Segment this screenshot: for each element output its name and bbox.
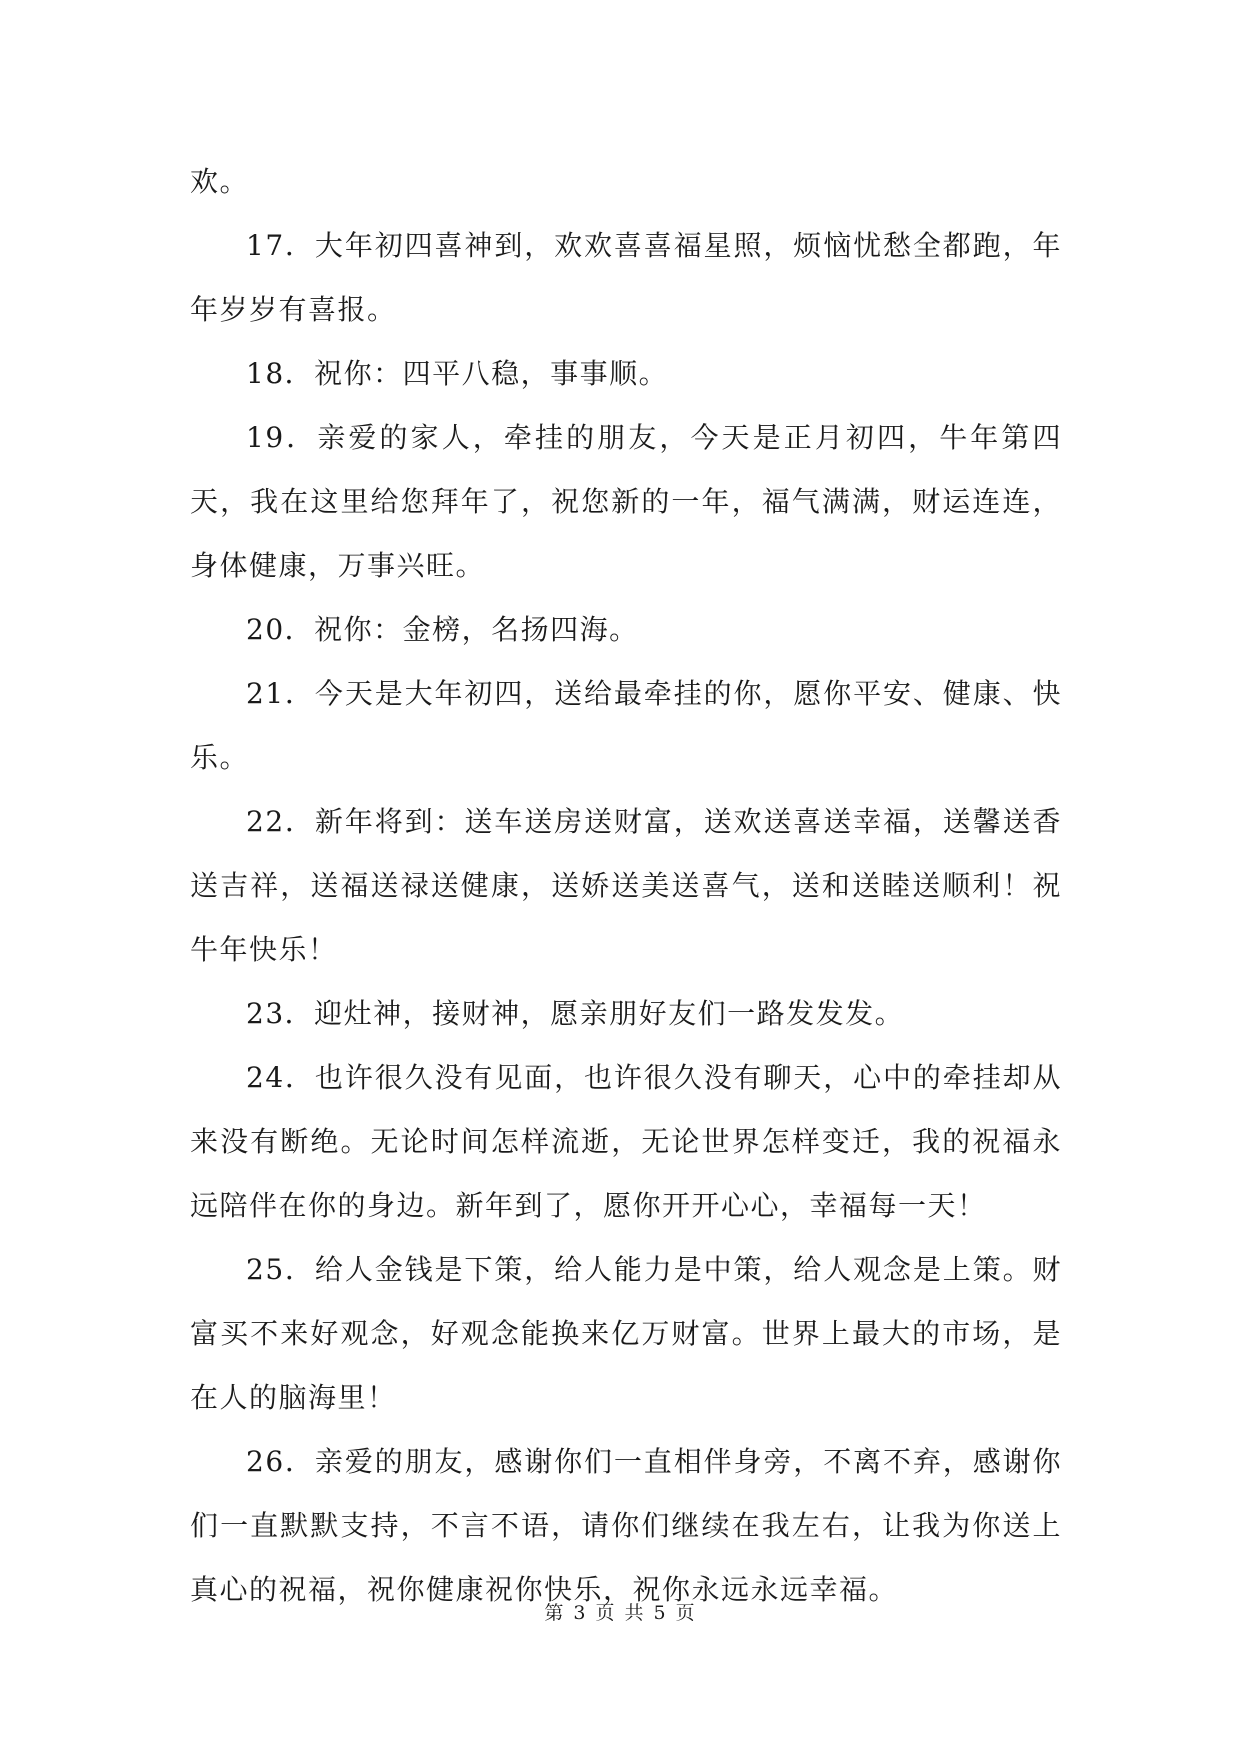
paragraph-21: 21．今天是大年初四，送给最牵挂的你，愿你平安、健康、快乐。 <box>190 677 1062 774</box>
paragraph-20: 20．祝你：金榜，名扬四海。 <box>246 613 639 646</box>
paragraph-25: 25．给人金钱是下策，给人能力是中策，给人观念是上策。财富买不来好观念，好观念能换来亿万财富。世界上最大的市场，是在人的脑海里！ <box>190 1253 1062 1414</box>
paragraph-23: 23．迎灶神，接财神，愿亲朋好友们一路发发发。 <box>246 997 905 1030</box>
paragraph-continuation: 欢。 <box>190 165 250 198</box>
paragraph-19: 19．亲爱的家人，牵挂的朋友，今天是正月初四，牛年第四天，我在这里给您拜年了，祝您新的一年，福气满满，财运连连，身体健康，万事兴旺。 <box>190 421 1062 582</box>
document-body <box>190 150 1062 1622</box>
paragraph-24: 24．也许很久没有见面，也许很久没有聊天，心中的牵挂却从来没有断绝。无论时间怎样流逝，无论世界怎样变迁，我的祝福永远陪伴在你的身边。新年到了，愿你开开心心，幸福每一天！ <box>190 1061 1062 1222</box>
paragraph-26: 26．亲爱的朋友，感谢你们一直相伴身旁，不离不弃，感谢你们一直默默支持，不言不语，请你们继续在我左右，让我为你送上真心的祝福，祝你健康祝你快乐，祝你永远永远幸福。 <box>190 1445 1062 1606</box>
paragraph-18: 18．祝你：四平八稳，事事顺。 <box>246 357 669 390</box>
paragraph-22: 22．新年将到：送车送房送财富，送欢送喜送幸福，送馨送香送吉祥，送福送禄送健康，送娇送美送喜气，送和送睦送顺利！祝牛年快乐！ <box>190 805 1062 966</box>
paragraph-17: 17．大年初四喜神到，欢欢喜喜福星照，烦恼忧愁全都跑，年年岁岁有喜报。 <box>190 229 1062 326</box>
page-number-footer: 第 3 页 共 5 页 <box>544 1602 697 1624</box>
